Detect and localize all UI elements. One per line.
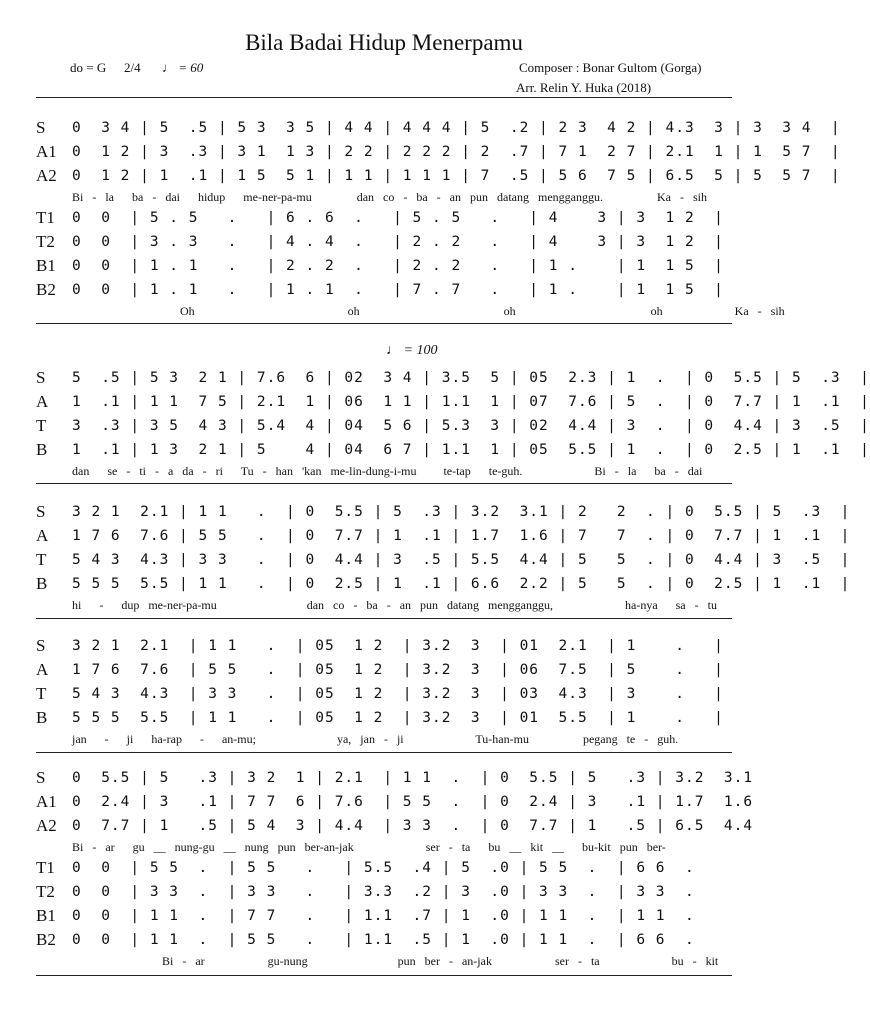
voice-label: A1	[36, 792, 57, 811]
system-5	[36, 766, 763, 970]
lyrics-line	[36, 302, 785, 320]
notation: 0 5.5 | 5 .3 | 3 2 1 | 2.1 | 1 1 . | 0 5.5 | 5 .3 | 3.2 3.1	[72, 770, 763, 786]
notation: 0 0 | 1 1 . | 7 7 . | 1.1 .7 | 1 .0 | 1 1 . | 1 1 .	[72, 908, 715, 924]
notation: 0 0 | 1 . 1 . | 1 . 1 . | 7 . 7 . | 1 . | 1 1 5 |	[72, 282, 724, 298]
staff-row	[36, 500, 851, 524]
voice-label: B	[36, 440, 48, 459]
staff-row	[36, 254, 732, 278]
lyrics-text: Bi - la ba - dai hidup me-ner-pa-mu dan co - ba - an pun datang mengganggu. Ka - sih	[72, 190, 707, 204]
lyrics-text: Bi - ar gu __ nung-gu __ nung pun ber-an-jak ser - ta bu __ kit __ bu-kit pun ber-	[72, 840, 666, 854]
lyrics-line	[36, 462, 732, 480]
lyrics-text: dan se - ti - a da - ri Tu - han 'kan me-lin-dung-i-mu te-tap te-guh. Bi - la ba - dai	[72, 464, 703, 478]
staff-row	[36, 928, 732, 952]
notation: 5 4 3 4.3 | 3 3 . | 05 1 2 | 3.2 3 | 03 4.3 | 3 . |	[72, 686, 724, 702]
lyrics-text: Bi - ar gu-nung pun ber - an-jak ser - ta bu - kit	[72, 954, 719, 968]
notation: 5 4 3 4.3 | 3 3 . | 0 4.4 | 3 .5 | 5.5 4.4 | 5 5 . | 0 4.4 | 3 .5 |	[72, 552, 851, 568]
notation: 3 2 1 2.1 | 1 1 . | 05 1 2 | 3.2 3 | 01 2.1 | 1 . |	[72, 638, 724, 654]
voice-label: A	[36, 392, 49, 411]
notation: 1 7 6 7.6 | 5 5 . | 0 7.7 | 1 .1 | 1.7 1.6 | 7 7 . | 0 7.7 | 1 .1 |	[72, 528, 851, 544]
staff-row	[36, 814, 763, 838]
voice-label: B	[36, 574, 48, 593]
voice-label: B1	[36, 256, 56, 275]
lyrics-text: hi - dup me-ner-pa-mu dan co - ba - an pun datang mengganggu, ha-nya sa - tu	[72, 598, 717, 612]
staff-row	[36, 904, 732, 928]
divider	[36, 975, 732, 976]
lyrics-text: Oh oh oh oh Ka - sih	[72, 304, 785, 318]
staff-row	[36, 572, 851, 596]
voice-label: A	[36, 526, 49, 545]
notation: 0 3 4 | 5 .5 | 5 3 3 5 | 4 4 | 4 4 4 | 5 .2 | 2 3 4 2 | 4.3 3 | 3 3 4 |	[72, 120, 841, 136]
lyrics-line	[36, 730, 732, 748]
staff-row	[36, 438, 870, 462]
divider	[36, 97, 732, 98]
staff-row	[36, 230, 732, 254]
staff-row	[36, 682, 732, 706]
voice-label: S	[36, 118, 46, 137]
voice-label: S	[36, 636, 46, 655]
lyrics-line	[36, 596, 732, 614]
tempo-marking: ♩ = 60	[162, 60, 204, 75]
notation: 0 0 | 1 1 . | 5 5 . | 1.1 .5 | 1 .0 | 1 1 . | 6 6 .	[72, 932, 715, 948]
tempo-change: ♩ = 100	[386, 343, 438, 358]
divider	[36, 752, 732, 753]
notation: 1 .1 | 1 1 7 5 | 2.1 1 | 06 1 1 | 1.1 1 | 07 7.6 | 5 . | 0 7.7 | 1 .1 |	[72, 394, 870, 410]
staff-row	[36, 206, 732, 230]
voice-label: T2	[36, 232, 55, 251]
voice-label: T	[36, 684, 47, 703]
voice-label: A2	[36, 166, 57, 185]
divider	[36, 618, 732, 619]
lyrics-line	[36, 188, 732, 206]
notation: 5 5 5 5.5 | 1 1 . | 05 1 2 | 3.2 3 | 01 5.5 | 1 . |	[72, 710, 724, 726]
notation: 0 0 | 5 5 . | 5 5 . | 5.5 .4 | 5 .0 | 5 5 . | 6 6 .	[72, 860, 715, 876]
notation: 0 0 | 3 . 3 . | 4 . 4 . | 2 . 2 . | 4 3 | 3 1 2 |	[72, 234, 724, 250]
lyrics-text: jan - ji ha-rap - an-mu; ya, jan - ji Tu-han-mu pegang te - guh.	[72, 732, 679, 746]
staff-row	[36, 140, 841, 164]
arranger-credit: Arr. Relin Y. Huka (2018)	[516, 80, 652, 95]
notation: 1 7 6 7.6 | 5 5 . | 05 1 2 | 3.2 3 | 06 7.5 | 5 . |	[72, 662, 724, 678]
staff-row	[36, 856, 732, 880]
staff-row	[36, 390, 870, 414]
voice-label: A1	[36, 142, 57, 161]
notation: 5 5 5 5.5 | 1 1 . | 0 2.5 | 1 .1 | 6.6 2.2 | 5 5 . | 0 2.5 | 1 .1 |	[72, 576, 851, 592]
composer-credit: Composer : Bonar Gultom (Gorga)	[519, 60, 702, 75]
notation: 1 .1 | 1 3 2 1 | 5 4 | 04 6 7 | 1.1 1 | 05 5.5 | 1 . | 0 2.5 | 1 .1 |	[72, 442, 870, 458]
staff-row	[36, 706, 732, 730]
voice-label: S	[36, 502, 46, 521]
voice-label: B	[36, 708, 48, 727]
notation: 0 1 2 | 1 .1 | 1 5 5 1 | 1 1 | 1 1 1 | 7 .5 | 5 6 7 5 | 6.5 5 | 5 5 7 |	[72, 168, 841, 184]
lyrics-line	[36, 838, 732, 856]
notation: 0 2.4 | 3 .1 | 7 7 6 | 7.6 | 5 5 . | 0 2.4 | 3 .1 | 1.7 1.6	[72, 794, 763, 810]
voice-label: A2	[36, 816, 57, 835]
lyrics-line	[36, 952, 732, 970]
notation: 0 0 | 1 . 1 . | 2 . 2 . | 2 . 2 . | 1 . | 1 1 5 |	[72, 258, 724, 274]
notation: 0 0 | 5 . 5 . | 6 . 6 . | 5 . 5 . | 4 3 | 3 1 2 |	[72, 210, 724, 226]
voice-label: B2	[36, 280, 56, 299]
time-signature: 2/4	[124, 60, 141, 75]
staff-row	[36, 766, 763, 790]
staff-row	[36, 366, 870, 390]
voice-label: B1	[36, 906, 56, 925]
notation: 0 0 | 3 3 . | 3 3 . | 3.3 .2 | 3 .0 | 3 3 . | 3 3 .	[72, 884, 715, 900]
voice-label: T2	[36, 882, 55, 901]
voice-label: T1	[36, 858, 55, 877]
notation: 0 7.7 | 1 .5 | 5 4 3 | 4.4 | 3 3 . | 0 7.7 | 1 .5 | 6.5 4.4	[72, 818, 763, 834]
system-4	[36, 634, 732, 748]
song-title: Bila Badai Hidup Menerpamu	[245, 30, 523, 55]
staff-row	[36, 278, 732, 302]
staff-row	[36, 164, 841, 188]
system-2	[36, 366, 870, 480]
staff-row	[36, 548, 851, 572]
system-1	[36, 116, 841, 320]
notation: 3 .3 | 3 5 4 3 | 5.4 4 | 04 5 6 | 5.3 3 | 02 4.4 | 3 . | 0 4.4 | 3 .5 |	[72, 418, 870, 434]
voice-label: T	[36, 550, 47, 569]
key-signature: do = G	[70, 60, 107, 75]
voice-label: A	[36, 660, 49, 679]
staff-row	[36, 880, 732, 904]
staff-row	[36, 790, 763, 814]
staff-row	[36, 414, 870, 438]
staff-row	[36, 658, 732, 682]
voice-label: T	[36, 416, 47, 435]
divider	[36, 323, 732, 324]
notation: 3 2 1 2.1 | 1 1 . | 0 5.5 | 5 .3 | 3.2 3.1 | 2 2 . | 0 5.5 | 5 .3 |	[72, 504, 851, 520]
divider	[36, 483, 732, 484]
voice-label: S	[36, 768, 46, 787]
notation: 5 .5 | 5 3 2 1 | 7.6 6 | 02 3 4 | 3.5 5 | 05 2.3 | 1 . | 0 5.5 | 5 .3 |	[72, 370, 870, 386]
voice-label: T1	[36, 208, 55, 227]
notation: 0 1 2 | 3 .3 | 3 1 1 3 | 2 2 | 2 2 2 | 2 .7 | 7 1 2 7 | 2.1 1 | 1 5 7 |	[72, 144, 841, 160]
staff-row	[36, 116, 841, 140]
system-3	[36, 500, 851, 614]
voice-label: S	[36, 368, 46, 387]
staff-row	[36, 634, 732, 658]
voice-label: B2	[36, 930, 56, 949]
staff-row	[36, 524, 851, 548]
